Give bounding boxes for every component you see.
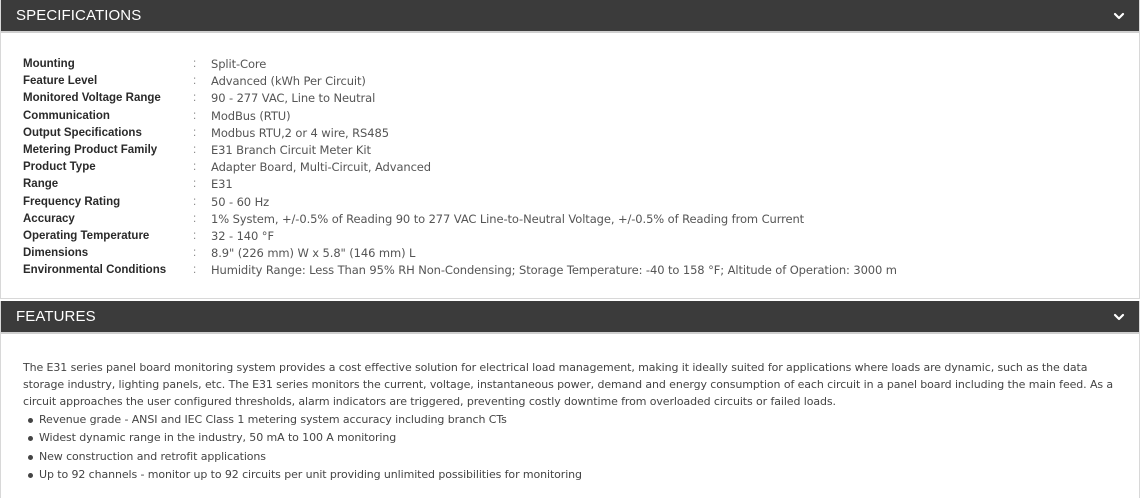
spec-row [23,108,897,125]
spec-value: 90 - 277 VAC, Line to Neutral [211,91,376,106]
spec-value: 8.9" (226 mm) W x 5.8" (146 mm) L [211,246,416,261]
feature-list-item [23,448,1123,466]
spec-separator: : [193,264,197,277]
bullet-icon [28,418,33,423]
spec-label: Output Specifications [23,126,142,139]
chevron-down-icon[interactable] [1113,311,1125,323]
feature-text: Revenue grade - ANSI and IEC Class 1 metering system accuracy including branch CTs [39,413,507,426]
spec-row [23,125,897,142]
spec-row [23,228,897,245]
spec-separator: : [193,92,197,105]
spec-row [23,90,897,107]
spec-label: Mounting [23,58,75,70]
spec-value: E31 [211,177,233,192]
spec-separator: : [193,144,197,157]
spec-separator: : [193,161,197,174]
spec-separator: : [193,109,197,122]
feature-list-item [23,466,1123,484]
spec-value: 1% System, +/-0.5% of Reading 90 to 277 VAC Line-to-Neutral Voltage, +/-0.5% of Reading from Current [211,211,805,226]
features-intro: The E31 series panel board monitoring system provides a cost effective solution for electrical load management, making it ideally suited for applications where loads are dynamic, such as the data storage industry, lighting panels, etc. The E31 series monitors the current, voltage, instantaneous power, demand and energy consumption of each circuit in a panel board including the main feed. As a circuit approaches the user configured thresholds, alarm indicators are triggered, preventing costly downtime from overloaded circuits or failed loads. [23,361,1114,408]
spec-value: ModBus (RTU) [211,108,291,123]
bullet-icon [28,473,33,478]
spec-value: E31 Branch Circuit Meter Kit [211,143,371,158]
spec-label: Product Type [23,161,96,174]
spec-row [23,73,897,90]
spec-value: Adapter Board, Multi-Circuit, Advanced [211,160,431,175]
spec-row [23,142,897,159]
features-list [23,411,1123,484]
spec-separator: : [193,58,197,70]
spec-label: Metering Product Family [23,144,158,157]
spec-label: Range [23,178,59,191]
spec-separator: : [193,195,197,208]
spec-row [23,262,897,279]
specifications-table [23,56,897,280]
spec-value: 50 - 60 Hz [211,194,270,209]
spec-label: Feature Level [23,75,98,88]
spec-value: Modbus RTU,2 or 4 wire, RS485 [211,125,389,140]
spec-row [23,176,897,193]
feature-list-item [23,411,1123,429]
spec-label: Dimensions [23,247,89,260]
spec-label: Monitored Voltage Range [23,92,161,105]
spec-separator: : [193,212,197,225]
spec-value: Humidity Range: Less Than 95% RH Non-Condensing; Storage Temperature: -40 to 158 °F; Altitude of Operation: 3000 m [211,263,897,278]
spec-value: 32 - 140 °F [211,229,274,244]
features-body [23,359,1123,484]
spec-separator: : [193,126,197,139]
spec-row [23,245,897,262]
feature-text: Up to 92 channels - monitor up to 92 circuits per unit providing unlimited possibilities for monitoring [39,467,582,481]
bullet-icon [28,436,33,441]
spec-row [23,56,897,73]
bullet-icon [28,455,33,460]
feature-list-item [23,429,1123,447]
features-header[interactable] [1,301,1139,334]
spec-label: Accuracy [23,212,75,225]
spec-value: Split-Core [211,57,267,71]
spec-separator: : [193,230,197,243]
spec-value: Advanced (kWh Per Circuit) [211,74,366,89]
feature-text: New construction and retrofit applications [39,449,266,463]
specifications-header[interactable] [1,0,1139,33]
spec-label: Operating Temperature [23,230,150,243]
feature-text: Widest dynamic range in the industry, 50 mA to 100 A monitoring [39,431,397,445]
spec-label: Frequency Rating [23,195,121,208]
spec-separator: : [193,75,197,88]
spec-row [23,194,897,211]
specifications-title: SPECIFICATIONS [16,7,142,24]
spec-row [23,211,897,228]
chevron-down-icon[interactable] [1113,10,1125,22]
spec-label: Communication [23,109,110,122]
features-title: FEATURES [16,308,96,325]
spec-separator: : [193,178,197,191]
spec-label: Environmental Conditions [23,264,167,277]
features-panel [0,301,1140,498]
spec-separator: : [193,247,197,260]
spec-row [23,159,897,176]
